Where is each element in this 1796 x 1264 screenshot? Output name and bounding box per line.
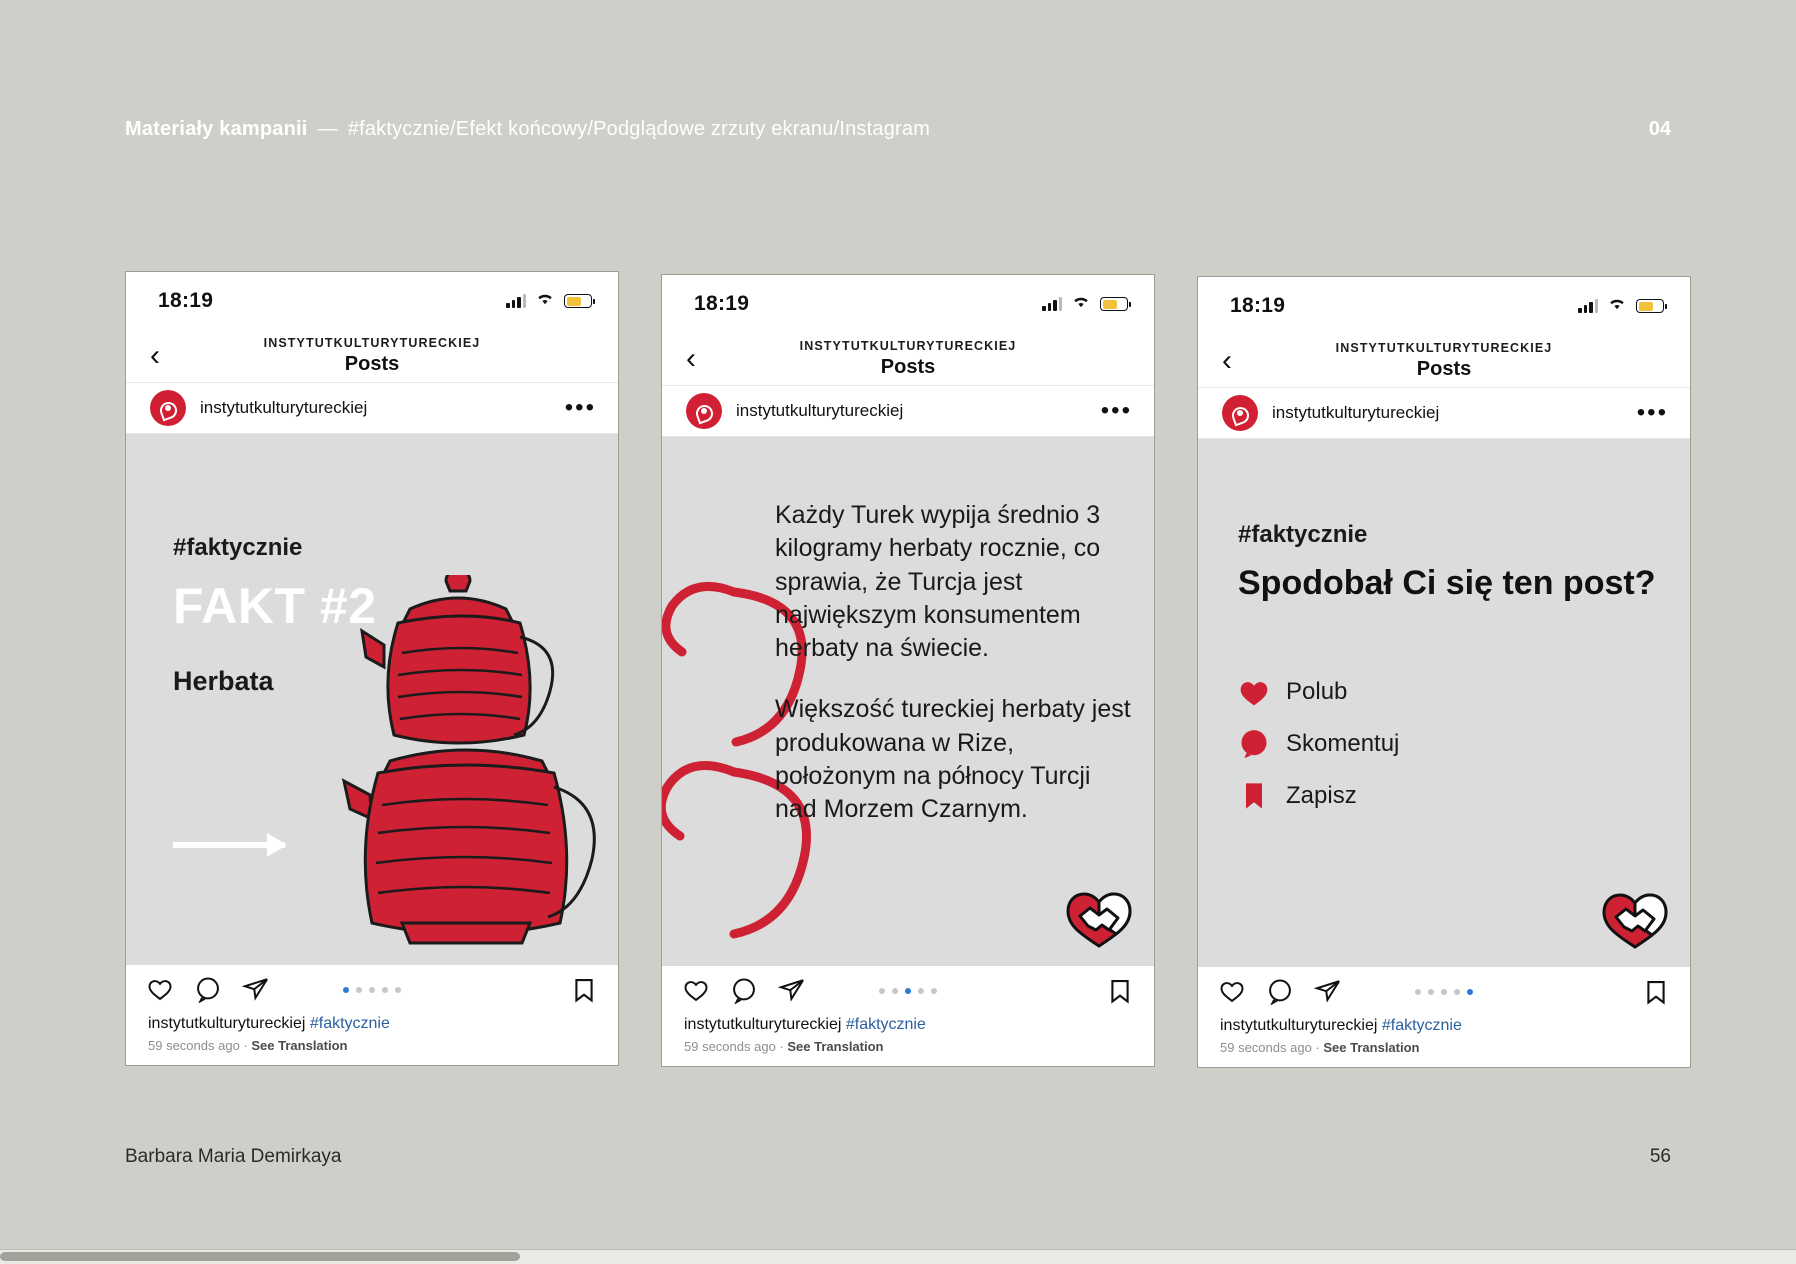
nav-titles bbox=[126, 336, 618, 376]
caption-hashtag[interactable]: #faktycznie bbox=[845, 1016, 926, 1033]
page-title: Posts bbox=[880, 356, 936, 378]
status-time: 18:19 bbox=[158, 289, 214, 312]
list-item-label: Polub bbox=[1286, 678, 1348, 705]
header-breadcrumb: #faktycznie/Efekt końcowy/Podglądowe zrzuty ekranu/Instagram bbox=[347, 118, 931, 140]
see-translation-link[interactable]: See Translation bbox=[1323, 1040, 1420, 1055]
caption-time: 59 seconds ago bbox=[684, 1039, 776, 1054]
status-bar bbox=[1198, 277, 1690, 335]
save-icon[interactable] bbox=[1106, 977, 1134, 1005]
post-canvas-2 bbox=[662, 437, 1154, 966]
status-icons bbox=[506, 291, 592, 311]
slide-body-text bbox=[775, 499, 1132, 854]
save-icon[interactable] bbox=[1642, 978, 1670, 1006]
slide-headline: Spodobał Ci się ten post? bbox=[1238, 564, 1656, 602]
nav-titles bbox=[662, 339, 1154, 379]
account-row[interactable] bbox=[1198, 387, 1690, 439]
more-options-icon[interactable]: ••• bbox=[564, 394, 596, 421]
avatar[interactable] bbox=[150, 390, 186, 426]
list-item-label: Skomentuj bbox=[1286, 730, 1400, 757]
cellular-signal-icon bbox=[1042, 297, 1062, 311]
account-row[interactable] bbox=[126, 382, 618, 434]
post-canvas-1 bbox=[126, 434, 618, 965]
see-translation-link[interactable]: See Translation bbox=[787, 1039, 884, 1054]
page-title: Posts bbox=[1416, 358, 1472, 380]
avatar[interactable] bbox=[686, 393, 722, 429]
list-item-label: Zapisz bbox=[1286, 782, 1357, 809]
slide-subhead: Herbata bbox=[173, 666, 274, 696]
post-actions bbox=[1198, 967, 1690, 1017]
nav-subtitle: INSTYTUTKULTURYTURECKIEJ bbox=[263, 336, 481, 350]
footer-page-number: 56 bbox=[1649, 1146, 1671, 1167]
phone-mockup-1 bbox=[125, 271, 619, 1066]
header-page-label: 04 bbox=[1648, 118, 1671, 140]
like-icon[interactable] bbox=[1218, 977, 1248, 1007]
caption-username[interactable]: instytutkulturytureckiej bbox=[1220, 1017, 1378, 1034]
header-dash: — bbox=[317, 118, 338, 140]
comment-icon[interactable] bbox=[730, 976, 760, 1006]
more-options-icon[interactable]: ••• bbox=[1636, 399, 1668, 426]
scrollbar-thumb[interactable] bbox=[0, 1252, 520, 1261]
cellular-signal-icon bbox=[506, 294, 526, 308]
list-item bbox=[1238, 729, 1399, 759]
nav-titles bbox=[1198, 341, 1690, 381]
slide-hashtag: #faktycznie bbox=[1238, 521, 1368, 548]
phone-mockup-2 bbox=[661, 274, 1155, 1067]
slide-paragraph-2: Większość tureckiej herbaty jest produkowana w Rize, położonym na północy Turcji nad Morzem Czarnym. bbox=[775, 695, 1131, 823]
slide-headline: FAKT #2 bbox=[173, 578, 377, 634]
caption-separator: · bbox=[243, 1038, 248, 1053]
slide-footer bbox=[125, 1146, 1671, 1168]
chevron-left-icon[interactable]: ‹ bbox=[150, 339, 160, 372]
horizontal-scrollbar[interactable] bbox=[0, 1249, 1796, 1264]
nav-bar bbox=[126, 330, 618, 382]
status-bar bbox=[126, 272, 618, 330]
bookmark-icon bbox=[1238, 781, 1268, 811]
share-icon[interactable] bbox=[778, 975, 806, 1008]
list-item bbox=[1238, 781, 1399, 811]
nav-bar bbox=[1198, 335, 1690, 387]
like-icon[interactable] bbox=[682, 976, 712, 1006]
handshake-heart-logo bbox=[1066, 890, 1132, 948]
post-caption bbox=[1198, 1017, 1690, 1067]
battery-icon bbox=[564, 294, 592, 308]
battery-icon bbox=[1636, 299, 1664, 313]
nav-bar bbox=[662, 333, 1154, 385]
phone-mockups bbox=[125, 271, 1691, 1068]
post-actions bbox=[126, 965, 618, 1015]
status-bar bbox=[662, 275, 1154, 333]
post-caption bbox=[662, 1016, 1154, 1066]
page-title: Posts bbox=[344, 353, 400, 375]
comment-icon bbox=[1238, 729, 1268, 759]
chevron-left-icon[interactable]: ‹ bbox=[686, 342, 696, 375]
avatar[interactable] bbox=[1222, 395, 1258, 431]
like-icon[interactable] bbox=[146, 975, 176, 1005]
header-title-bold: Materiały kampanii bbox=[125, 118, 308, 140]
see-translation-link[interactable]: See Translation bbox=[251, 1038, 348, 1053]
status-time: 18:19 bbox=[694, 292, 750, 315]
arrow-right-icon bbox=[173, 842, 285, 848]
teapot-illustration bbox=[306, 575, 618, 965]
slide-paragraph-1: Każdy Turek wypija średnio 3 kilogramy herbaty rocznie, co sprawia, że Turcja jest największym konsumentem herbaty na świecie. bbox=[775, 501, 1101, 662]
caption-separator: · bbox=[779, 1039, 784, 1054]
phone-mockup-3 bbox=[1197, 276, 1691, 1068]
post-canvas-3 bbox=[1198, 439, 1690, 967]
post-caption bbox=[126, 1015, 618, 1065]
more-options-icon[interactable]: ••• bbox=[1100, 397, 1132, 424]
caption-separator: · bbox=[1315, 1040, 1320, 1055]
status-icons bbox=[1042, 294, 1128, 314]
chevron-left-icon[interactable]: ‹ bbox=[1222, 344, 1232, 377]
cellular-signal-icon bbox=[1578, 299, 1598, 313]
account-row[interactable] bbox=[662, 385, 1154, 437]
account-name[interactable]: instytutkulturytureckiej bbox=[736, 401, 904, 420]
caption-hashtag[interactable]: #faktycznie bbox=[1381, 1017, 1462, 1034]
account-name[interactable]: instytutkulturytureckiej bbox=[1272, 403, 1440, 422]
post-actions bbox=[662, 966, 1154, 1016]
cta-list bbox=[1238, 677, 1399, 811]
status-time: 18:19 bbox=[1230, 294, 1286, 317]
caption-hashtag[interactable]: #faktycznie bbox=[309, 1015, 390, 1032]
save-icon[interactable] bbox=[570, 976, 598, 1004]
caption-time: 59 seconds ago bbox=[1220, 1040, 1312, 1055]
caption-username[interactable]: instytutkulturytureckiej bbox=[148, 1015, 306, 1032]
heart-icon bbox=[1238, 677, 1268, 707]
footer-author: Barbara Maria Demirkaya bbox=[125, 1146, 342, 1167]
nav-subtitle: INSTYTUTKULTURYTURECKIEJ bbox=[1335, 341, 1553, 355]
caption-username[interactable]: instytutkulturytureckiej bbox=[684, 1016, 842, 1033]
nav-subtitle: INSTYTUTKULTURYTURECKIEJ bbox=[799, 339, 1017, 353]
status-icons bbox=[1578, 296, 1664, 316]
list-item bbox=[1238, 677, 1399, 707]
comment-icon[interactable] bbox=[194, 975, 224, 1005]
caption-time: 59 seconds ago bbox=[148, 1038, 240, 1053]
share-icon[interactable] bbox=[1314, 976, 1342, 1009]
battery-icon bbox=[1100, 297, 1128, 311]
account-name[interactable]: instytutkulturytureckiej bbox=[200, 398, 368, 417]
wifi-icon bbox=[1071, 294, 1091, 314]
wifi-icon bbox=[1607, 296, 1627, 316]
share-icon[interactable] bbox=[242, 974, 270, 1007]
comment-icon[interactable] bbox=[1266, 977, 1296, 1007]
wifi-icon bbox=[535, 291, 555, 311]
slide-header bbox=[125, 118, 1671, 141]
handshake-heart-logo bbox=[1602, 891, 1668, 949]
header-title bbox=[125, 118, 930, 141]
slide-hashtag: #faktycznie bbox=[173, 534, 303, 561]
